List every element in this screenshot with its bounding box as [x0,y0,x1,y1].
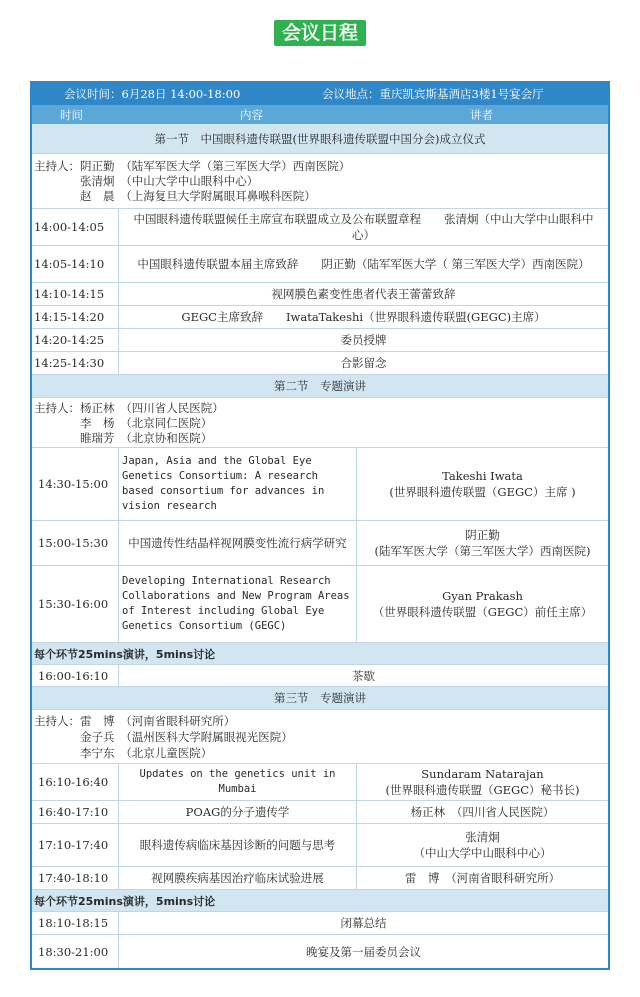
session-3-title: 第三节 专题演讲 [274,691,366,705]
speaker-affiliation: （世界眼科遗传联盟（GEGC）前任主席） [372,605,593,619]
talk-title: Updates on the genetics unit in Mumbai [119,764,357,800]
talk-row [32,801,608,824]
session-2-note-row [32,643,608,665]
session-2-title: 第二节 专题演讲 [274,379,366,393]
meeting-location: 会议地点：重庆凯宾斯基酒店3楼1号宴会厅 [322,87,544,101]
talk-title: POAG的分子遗传学 [119,801,357,823]
row-time: 14:10-14:15 [32,283,119,305]
session-1-chairs [32,154,608,209]
row-time: 18:30-21:00 [32,935,119,968]
schedule-row [32,209,608,246]
session-note: 每个环节25mins演讲，5mins讨论 [34,894,216,908]
speaker-name: 雷 博 （河南省眼科研究所） [404,871,561,885]
title-wrap [0,20,640,46]
row-content: 中国眼科遗传联盟候任主席宣布联盟成立及公布联盟章程 张清炯（中山大学中山眼科中心） [133,212,594,242]
column-header-row [32,105,608,124]
talk-row [32,867,608,890]
talk-title: Developing International Research Collaborations and New Program Areas of Interest including Global Eye Genetics Consortium (GEGC) [119,566,357,642]
row-content: 视网膜色素变性患者代表王蕾蕾致辞 [271,287,456,301]
schedule-row [32,246,608,283]
row-content: 茶歇 [352,668,375,683]
row-time: 18:10-18:15 [32,912,119,934]
session-1-title: 第一节 中国眼科遗传联盟(世界眼科遗传联盟中国分会)成立仪式 [154,131,486,146]
row-time: 14:15-14:20 [32,306,119,328]
talk-title: Japan, Asia and the Global Eye Genetics Consortium: A research based consortium for advances in vision research [119,448,357,520]
schedule-table [30,81,610,970]
row-time: 14:20-14:25 [32,329,119,351]
closing-row [32,935,608,968]
chair-line: 睢瑞芳 （北京协和医院） [34,431,213,445]
chair-line: 李 杨 （北京同仁医院） [34,416,213,430]
talk-time: 17:40-18:10 [32,867,119,889]
row-time: 16:00-16:10 [32,665,119,686]
meeting-time: 会议时间：6月28日 14:00-18:00 [64,87,241,101]
speaker-name: 杨正林 （四川省人民医院） [410,805,555,819]
talk-row [32,824,608,867]
chair-line: 赵 晨 （上海复旦大学附属眼耳鼻喉科医院） [34,189,316,203]
schedule-row [32,306,608,329]
talk-row [32,448,608,521]
talk-row [32,521,608,566]
talk-row [32,764,608,801]
header-row [32,83,608,105]
chair-line: 主持人：杨正林 （四川省人民医院） [34,401,224,415]
session-3-chairs [32,710,608,764]
talk-title: 中国遗传性结晶样视网膜变性流行病学研究 [119,521,357,565]
speaker-affiliation: (世界眼科遗传联盟（GEGC）主席 ) [389,485,576,499]
row-content: 合影留念 [340,356,387,370]
speaker-affiliation: (陆军军医大学（第三军医大学）西南医院) [374,544,591,558]
closing-row [32,912,608,935]
col-speaker: 讲者 [470,107,493,122]
talk-speaker [357,867,608,889]
talk-speaker [357,824,608,866]
row-time: 14:05-14:10 [32,246,119,282]
page-title: 会议日程 [274,20,366,46]
row-content: 中国眼科遗传联盟本届主席致辞 阴正勤（陆军军医大学（ 第三军医大学）西南医院） [137,257,590,271]
speaker-name: Sundaram Natarajan [421,767,544,781]
col-time: 时间 [60,107,83,122]
talk-time: 17:10-17:40 [32,824,119,866]
talk-speaker [357,521,608,565]
session-1-title-row [32,124,608,154]
row-time: 14:00-14:05 [32,209,119,245]
session-3-title-row [32,687,608,710]
talk-speaker [357,448,608,520]
session-2-chairs [32,398,608,448]
talk-speaker [357,764,608,800]
speaker-name: 阴正勤 [465,528,500,542]
schedule-row [32,352,608,375]
session-2-title-row [32,375,608,398]
talk-title: 视网膜疾病基因治疗临床试验进展 [119,867,357,889]
row-content: GEGC主席致辞 IwataTakeshi（世界眼科遗传联盟(GEGC)主席） [181,310,546,324]
speaker-name: Takeshi Iwata [442,469,523,483]
chair-line: 主持人：雷 博 （河南省眼科研究所） [34,714,236,728]
chair-line: 主持人：阴正勤 （陆军军医大学（第三军医大学）西南医院） [34,159,351,173]
talk-title: 眼科遗传病临床基因诊断的问题与思考 [119,824,357,866]
speaker-affiliation: （中山大学中山眼科中心） [413,846,552,860]
talk-speaker [357,566,608,642]
chair-line: 张清炯 （中山大学中山眼科中心） [34,174,259,188]
chair-line: 金子兵 （温州医科大学附属眼视光医院） [34,730,293,744]
break-row [32,665,608,687]
row-content: 晚宴及第一届委员会议 [306,944,421,959]
schedule-row [32,283,608,306]
row-content: 闭幕总结 [340,916,387,930]
speaker-name: 张清炯 [465,830,500,844]
schedule-row [32,329,608,352]
talk-row [32,566,608,643]
talk-time: 14:30-15:00 [32,448,119,520]
talk-time: 15:00-15:30 [32,521,119,565]
talk-time: 16:40-17:10 [32,801,119,823]
row-content: 委员授牌 [340,333,387,347]
speaker-affiliation: (世界眼科遗传联盟（GEGC）秘书长) [385,783,580,797]
chair-line: 李宁东 （北京儿童医院） [34,746,213,760]
speaker-name: Gyan Prakash [442,589,523,603]
session-3-note-row [32,890,608,912]
col-content: 内容 [240,107,263,122]
talk-time: 16:10-16:40 [32,764,119,800]
talk-speaker [357,801,608,823]
session-note: 每个环节25mins演讲，5mins讨论 [34,647,216,661]
row-time: 14:25-14:30 [32,352,119,374]
talk-time: 15:30-16:00 [32,566,119,642]
